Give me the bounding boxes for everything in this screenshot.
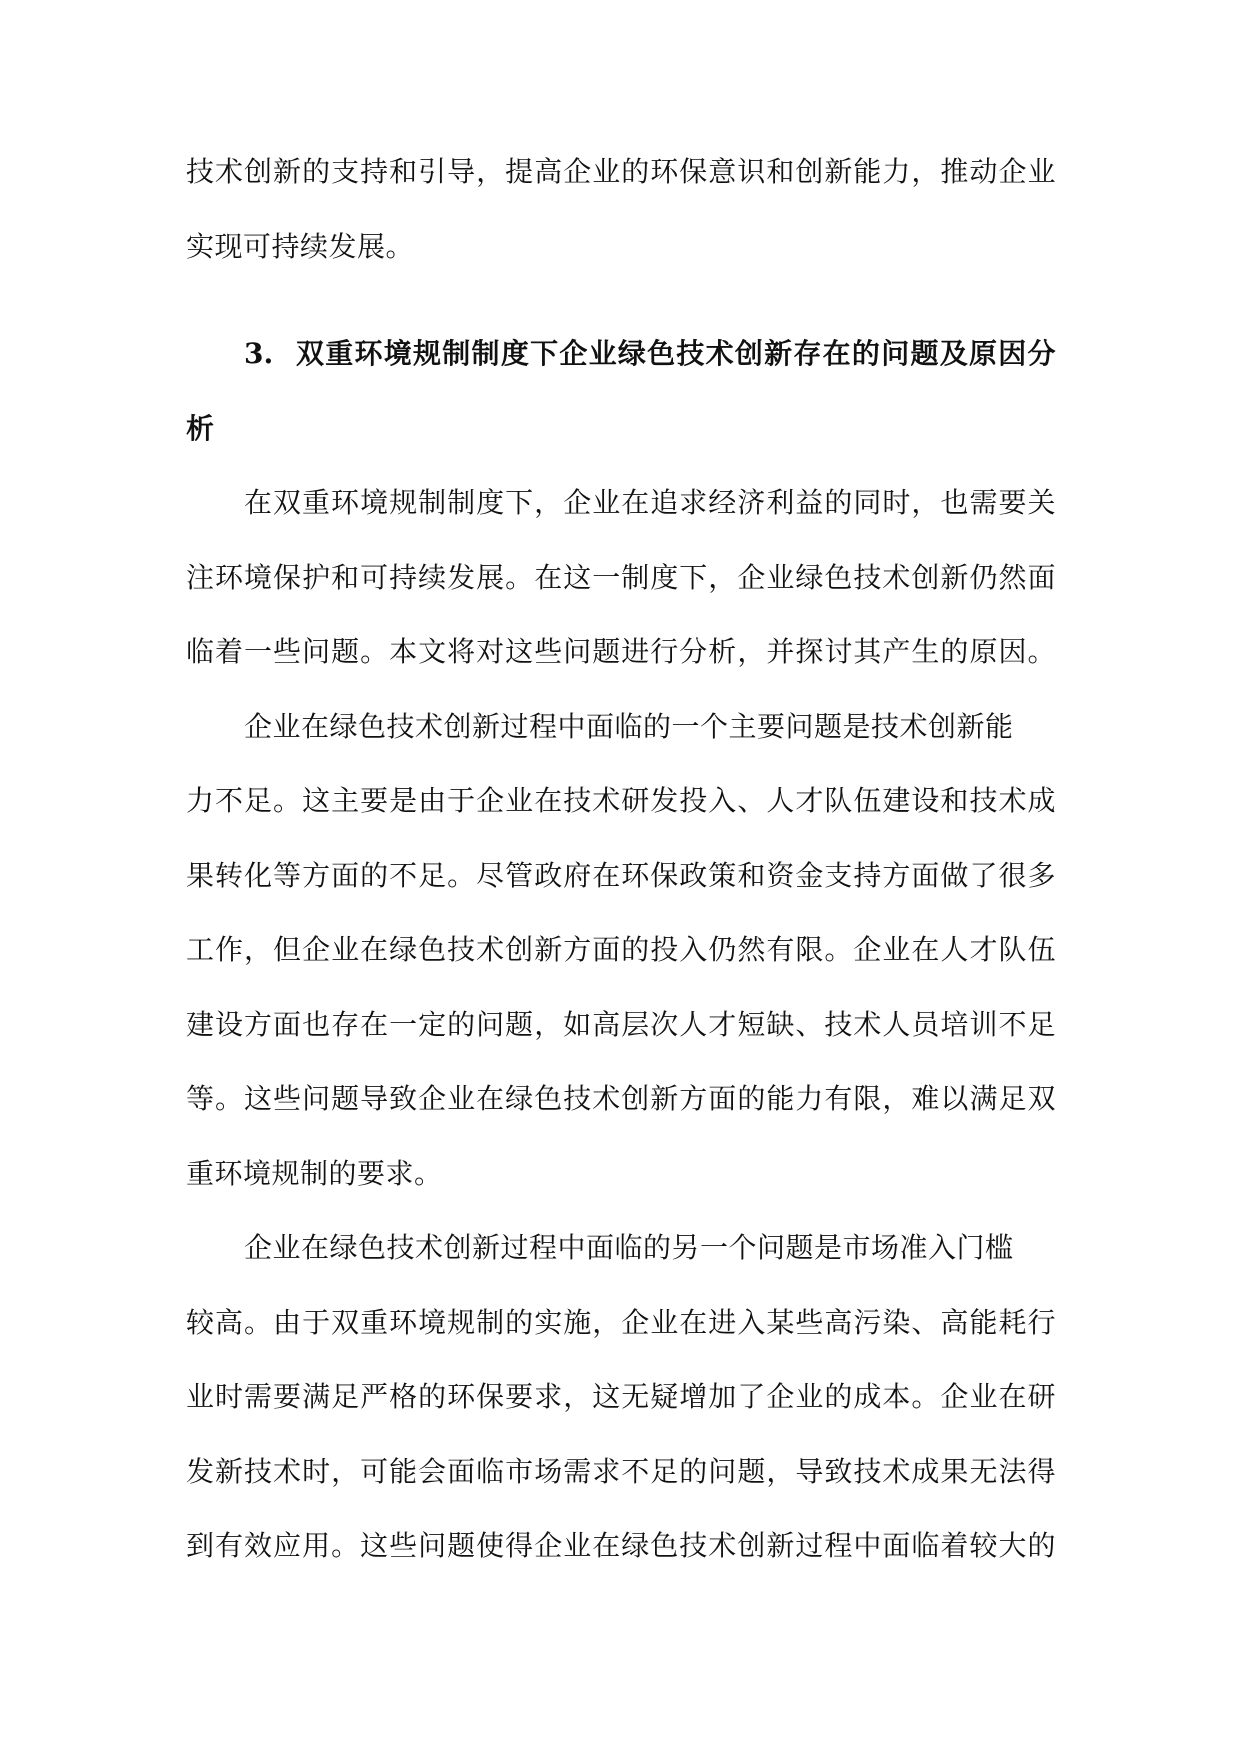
text-line: 企业在绿色技术创新过程中面临的另一个问题是市场准入门槛 xyxy=(244,1231,1014,1264)
text-line: 建设方面也存在一定的问题，如高层次人才短缺、技术人员培训不足 xyxy=(186,1007,1056,1041)
text-line: 工作，但企业在绿色技术创新方面的投入仍然有限。企业在人才队伍 xyxy=(186,933,1056,966)
text-line: 实现可持续发展。 xyxy=(186,229,415,263)
text-line: 果转化等方面的不足。尽管政府在环保政策和资金支持方面做了很多 xyxy=(186,858,1056,892)
text-line: 发新技术时，可能会面临市场需求不足的问题，导致技术成果无法得 xyxy=(186,1454,1056,1488)
text-line: 企业在绿色技术创新过程中面临的一个主要问题是技术创新能 xyxy=(244,709,1014,743)
heading-line: 析 xyxy=(186,411,215,445)
text-line: 等。这些问题导致企业在绿色技术创新方面的能力有限，难以满足双 xyxy=(186,1082,1056,1115)
paragraph xyxy=(186,466,1056,690)
paragraph xyxy=(186,1211,1056,1584)
heading-text: 双重环境规制制度下企业绿色技术创新存在的问题及原因分 xyxy=(296,337,1056,370)
text-line: 力不足。这主要是由于企业在技术研发投入、人才队伍建设和技术成 xyxy=(186,784,1056,817)
text-line: 技术创新的支持和引导，提高企业的环保意识和创新能力，推动企业 xyxy=(186,155,1056,188)
heading-line xyxy=(186,317,1056,392)
document-body xyxy=(186,135,1056,1584)
text-line: 在双重环境规制制度下，企业在追求经济利益的同时，也需要关 xyxy=(244,486,1056,519)
text-line: 业时需要满足严格的环保要求，这无疑增加了企业的成本。企业在研 xyxy=(186,1380,1056,1413)
paragraph-continued xyxy=(186,135,1056,284)
text-line: 到有效应用。这些问题使得企业在绿色技术创新过程中面临着较大的 xyxy=(186,1529,1056,1562)
text-line: 注环境保护和可持续发展。在这一制度下，企业绿色技术创新仍然面 xyxy=(186,560,1056,594)
paragraph xyxy=(186,690,1056,1212)
section-heading xyxy=(186,317,1056,466)
text-line: 较高。由于双重环境规制的实施，企业在进入某些高污染、高能耗行 xyxy=(186,1305,1056,1339)
section-number: 3. xyxy=(244,337,274,370)
text-line: 临着一些问题。本文将对这些问题进行分析，并探讨其产生的原因。 xyxy=(186,635,1056,668)
text-line: 重环境规制的要求。 xyxy=(186,1156,443,1190)
